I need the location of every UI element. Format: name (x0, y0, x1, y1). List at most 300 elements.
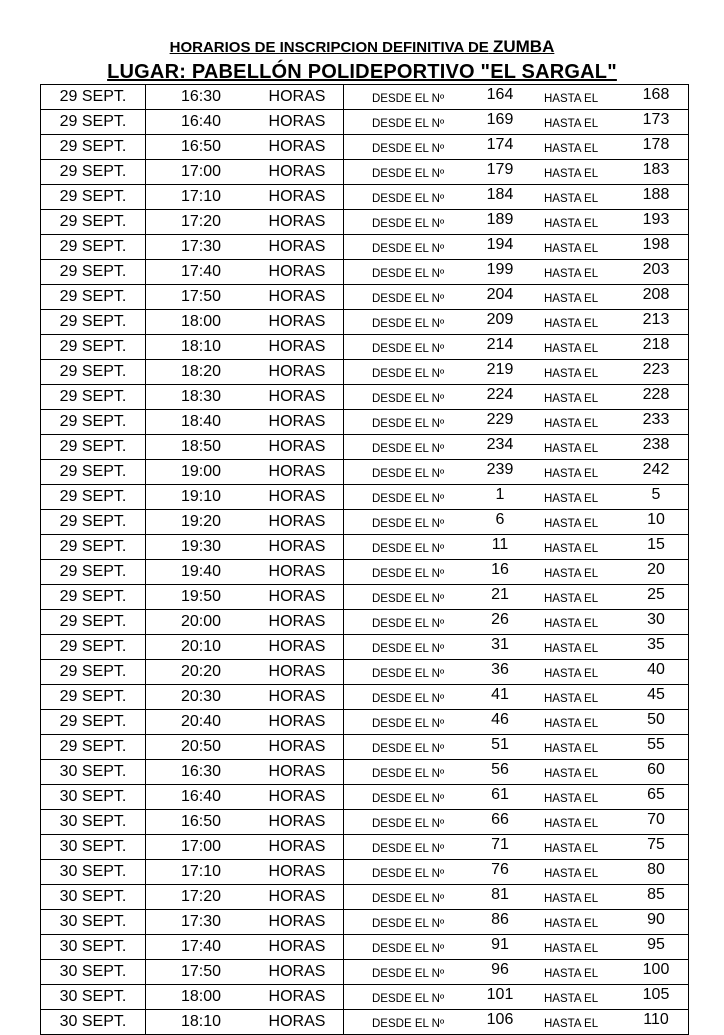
date-cell: 30 SEPT. (41, 960, 146, 985)
date-cell: 29 SEPT. (41, 460, 146, 485)
horas-label: HORAS (268, 888, 326, 905)
horas-label: HORAS (268, 413, 326, 430)
table-row (41, 435, 689, 460)
from-number: 36 (491, 661, 509, 678)
desde-label: DESDE EL Nº (372, 768, 445, 780)
table-row (41, 235, 689, 260)
desde-label: DESDE EL Nº (372, 468, 445, 480)
desde-label: DESDE EL Nº (372, 293, 445, 305)
to-number: 105 (642, 986, 670, 1003)
date-cell: 29 SEPT. (41, 560, 146, 585)
table-row (41, 685, 689, 710)
from-number: 21 (491, 586, 509, 603)
date-cell: 29 SEPT. (41, 85, 146, 110)
hasta-label: HASTA EL (544, 118, 599, 130)
time-value: 17:40 (180, 263, 222, 280)
date-cell: 30 SEPT. (41, 985, 146, 1010)
time-cell (146, 935, 344, 960)
time-value: 18:10 (180, 1013, 222, 1030)
hasta-label: HASTA EL (544, 493, 599, 505)
horas-label: HORAS (268, 763, 326, 780)
hasta-label: HASTA EL (544, 93, 599, 105)
to-number: 25 (647, 586, 665, 603)
time-cell (146, 135, 344, 160)
from-number: 214 (486, 336, 514, 353)
range-cell (344, 435, 689, 460)
to-number: 183 (642, 161, 670, 178)
horas-label: HORAS (268, 163, 326, 180)
hasta-label: HASTA EL (544, 968, 599, 980)
title-prefix: HORARIOS DE INSCRIPCION DEFINITIVA DE (169, 39, 489, 56)
table-row (41, 660, 689, 685)
table-row (41, 910, 689, 935)
table-row (41, 860, 689, 885)
range-cell (344, 235, 689, 260)
from-number: 229 (486, 411, 514, 428)
to-number: 40 (647, 661, 665, 678)
horas-label: HORAS (268, 788, 326, 805)
time-value: 16:30 (180, 88, 222, 105)
horas-label: HORAS (268, 188, 326, 205)
range-cell (344, 460, 689, 485)
range-cell (344, 660, 689, 685)
desde-label: DESDE EL Nº (372, 718, 445, 730)
hasta-label: HASTA EL (544, 793, 599, 805)
hasta-label: HASTA EL (544, 543, 599, 555)
hasta-label: HASTA EL (544, 868, 599, 880)
time-value: 20:10 (180, 638, 222, 655)
to-number: 178 (642, 136, 670, 153)
to-number: 100 (642, 961, 670, 978)
date-cell: 30 SEPT. (41, 1010, 146, 1035)
horas-label: HORAS (268, 1013, 326, 1030)
range-cell (344, 210, 689, 235)
range-cell (344, 785, 689, 810)
date-cell: 29 SEPT. (41, 585, 146, 610)
date-cell: 30 SEPT. (41, 785, 146, 810)
from-number: 184 (486, 186, 514, 203)
to-number: 50 (647, 711, 665, 728)
time-value: 19:50 (180, 588, 222, 605)
from-number: 174 (486, 136, 514, 153)
date-cell: 29 SEPT. (41, 385, 146, 410)
to-number: 45 (647, 686, 665, 703)
hasta-label: HASTA EL (544, 368, 599, 380)
table-row (41, 985, 689, 1010)
to-number: 10 (647, 511, 665, 528)
time-value: 18:00 (180, 988, 222, 1005)
range-cell (344, 335, 689, 360)
to-number: 213 (642, 311, 670, 328)
hasta-label: HASTA EL (544, 768, 599, 780)
from-number: 91 (491, 936, 509, 953)
horas-label: HORAS (268, 313, 326, 330)
date-cell: 29 SEPT. (41, 635, 146, 660)
to-number: 75 (647, 836, 665, 853)
table-row (41, 485, 689, 510)
from-number: 16 (491, 561, 509, 578)
time-value: 17:30 (180, 238, 222, 255)
desde-label: DESDE EL Nº (372, 168, 445, 180)
horas-label: HORAS (268, 838, 326, 855)
from-number: 76 (491, 861, 509, 878)
time-cell (146, 860, 344, 885)
time-cell (146, 710, 344, 735)
desde-label: DESDE EL Nº (372, 143, 445, 155)
range-cell (344, 985, 689, 1010)
table-row (41, 760, 689, 785)
desde-label: DESDE EL Nº (372, 793, 445, 805)
time-cell (146, 335, 344, 360)
time-cell (146, 110, 344, 135)
schedule-body (41, 85, 689, 1035)
desde-label: DESDE EL Nº (372, 243, 445, 255)
hasta-label: HASTA EL (544, 618, 599, 630)
range-cell (344, 760, 689, 785)
table-row (41, 360, 689, 385)
range-cell (344, 735, 689, 760)
date-cell: 29 SEPT. (41, 685, 146, 710)
horas-label: HORAS (268, 488, 326, 505)
from-number: 41 (491, 686, 509, 703)
table-row (41, 135, 689, 160)
time-value: 20:30 (180, 688, 222, 705)
time-value: 19:40 (180, 563, 222, 580)
from-number: 66 (491, 811, 509, 828)
from-number: 189 (486, 211, 514, 228)
date-cell: 30 SEPT. (41, 885, 146, 910)
horas-label: HORAS (268, 88, 326, 105)
time-cell (146, 410, 344, 435)
date-cell: 29 SEPT. (41, 735, 146, 760)
table-row (41, 385, 689, 410)
range-cell (344, 535, 689, 560)
time-value: 17:00 (180, 838, 222, 855)
time-cell (146, 435, 344, 460)
time-value: 18:20 (180, 363, 222, 380)
hasta-label: HASTA EL (544, 943, 599, 955)
desde-label: DESDE EL Nº (372, 943, 445, 955)
date-cell: 30 SEPT. (41, 835, 146, 860)
time-value: 18:00 (180, 313, 222, 330)
to-number: 203 (642, 261, 670, 278)
hasta-label: HASTA EL (544, 168, 599, 180)
range-cell (344, 910, 689, 935)
date-cell: 29 SEPT. (41, 360, 146, 385)
hasta-label: HASTA EL (544, 318, 599, 330)
table-row (41, 635, 689, 660)
table-row (41, 710, 689, 735)
to-number: 65 (647, 786, 665, 803)
time-cell (146, 810, 344, 835)
table-row (41, 85, 689, 110)
horas-label: HORAS (268, 238, 326, 255)
date-cell: 29 SEPT. (41, 285, 146, 310)
horas-label: HORAS (268, 663, 326, 680)
table-row (41, 160, 689, 185)
range-cell (344, 935, 689, 960)
time-value: 16:50 (180, 813, 222, 830)
time-value: 18:10 (180, 338, 222, 355)
horas-label: HORAS (268, 363, 326, 380)
date-cell: 29 SEPT. (41, 335, 146, 360)
range-cell (344, 685, 689, 710)
desde-label: DESDE EL Nº (372, 843, 445, 855)
to-number: 233 (642, 411, 670, 428)
time-value: 16:50 (180, 138, 222, 155)
time-value: 20:40 (180, 713, 222, 730)
from-number: 199 (486, 261, 514, 278)
table-row (41, 310, 689, 335)
table-row (41, 1010, 689, 1035)
date-cell: 29 SEPT. (41, 535, 146, 560)
time-cell (146, 610, 344, 635)
time-value: 19:30 (180, 538, 222, 555)
desde-label: DESDE EL Nº (372, 318, 445, 330)
to-number: 223 (642, 361, 670, 378)
range-cell (344, 135, 689, 160)
horas-label: HORAS (268, 263, 326, 280)
horas-label: HORAS (268, 138, 326, 155)
time-value: 18:40 (180, 413, 222, 430)
horas-label: HORAS (268, 938, 326, 955)
time-cell (146, 285, 344, 310)
hasta-label: HASTA EL (544, 918, 599, 930)
table-row (41, 285, 689, 310)
table-row (41, 810, 689, 835)
to-number: 188 (642, 186, 670, 203)
time-cell (146, 660, 344, 685)
time-value: 16:30 (180, 763, 222, 780)
date-cell: 30 SEPT. (41, 810, 146, 835)
desde-label: DESDE EL Nº (372, 893, 445, 905)
hasta-label: HASTA EL (544, 893, 599, 905)
time-value: 17:40 (180, 938, 222, 955)
hasta-label: HASTA EL (544, 143, 599, 155)
hasta-label: HASTA EL (544, 993, 599, 1005)
from-number: 1 (495, 486, 505, 503)
desde-label: DESDE EL Nº (372, 643, 445, 655)
time-value: 17:30 (180, 913, 222, 930)
desde-label: DESDE EL Nº (372, 193, 445, 205)
date-cell: 29 SEPT. (41, 235, 146, 260)
from-number: 239 (486, 461, 514, 478)
horas-label: HORAS (268, 913, 326, 930)
time-cell (146, 735, 344, 760)
to-number: 242 (642, 461, 670, 478)
range-cell (344, 960, 689, 985)
range-cell (344, 285, 689, 310)
table-row (41, 960, 689, 985)
from-number: 204 (486, 286, 514, 303)
horas-label: HORAS (268, 113, 326, 130)
hasta-label: HASTA EL (544, 643, 599, 655)
hasta-label: HASTA EL (544, 743, 599, 755)
desde-label: DESDE EL Nº (372, 868, 445, 880)
from-number: 26 (491, 611, 509, 628)
horas-label: HORAS (268, 463, 326, 480)
desde-label: DESDE EL Nº (372, 118, 445, 130)
from-number: 209 (486, 311, 514, 328)
time-value: 17:20 (180, 888, 222, 905)
range-cell (344, 410, 689, 435)
time-cell (146, 485, 344, 510)
table-row (41, 210, 689, 235)
horas-label: HORAS (268, 613, 326, 630)
to-number: 35 (647, 636, 665, 653)
range-cell (344, 560, 689, 585)
to-number: 85 (647, 886, 665, 903)
time-cell (146, 535, 344, 560)
to-number: 60 (647, 761, 665, 778)
to-number: 193 (642, 211, 670, 228)
hasta-label: HASTA EL (544, 593, 599, 605)
from-number: 61 (491, 786, 509, 803)
table-row (41, 335, 689, 360)
to-number: 20 (647, 561, 665, 578)
desde-label: DESDE EL Nº (372, 993, 445, 1005)
time-cell (146, 760, 344, 785)
horas-label: HORAS (268, 813, 326, 830)
table-row (41, 610, 689, 635)
desde-label: DESDE EL Nº (372, 543, 445, 555)
horas-label: HORAS (268, 213, 326, 230)
date-cell: 29 SEPT. (41, 410, 146, 435)
hasta-label: HASTA EL (544, 418, 599, 430)
horas-label: HORAS (268, 713, 326, 730)
desde-label: DESDE EL Nº (372, 368, 445, 380)
to-number: 5 (651, 486, 661, 503)
desde-label: DESDE EL Nº (372, 518, 445, 530)
to-number: 238 (642, 436, 670, 453)
from-number: 169 (486, 111, 514, 128)
range-cell (344, 610, 689, 635)
document-title (0, 38, 724, 57)
date-cell: 29 SEPT. (41, 310, 146, 335)
horas-label: HORAS (268, 588, 326, 605)
time-cell (146, 960, 344, 985)
hasta-label: HASTA EL (544, 268, 599, 280)
date-cell: 29 SEPT. (41, 110, 146, 135)
table-row (41, 835, 689, 860)
desde-label: DESDE EL Nº (372, 1018, 445, 1030)
to-number: 70 (647, 811, 665, 828)
from-number: 219 (486, 361, 514, 378)
time-value: 17:20 (180, 213, 222, 230)
to-number: 110 (643, 1011, 669, 1028)
table-row (41, 185, 689, 210)
time-value: 20:50 (180, 738, 222, 755)
time-cell (146, 1010, 344, 1035)
horas-label: HORAS (268, 563, 326, 580)
from-number: 11 (491, 536, 509, 553)
range-cell (344, 185, 689, 210)
horas-label: HORAS (268, 638, 326, 655)
range-cell (344, 260, 689, 285)
desde-label: DESDE EL Nº (372, 418, 445, 430)
range-cell (344, 710, 689, 735)
hasta-label: HASTA EL (544, 693, 599, 705)
hasta-label: HASTA EL (544, 243, 599, 255)
from-number: 101 (486, 986, 514, 1003)
desde-label: DESDE EL Nº (372, 343, 445, 355)
range-cell (344, 810, 689, 835)
time-cell (146, 685, 344, 710)
from-number: 71 (491, 836, 509, 853)
hasta-label: HASTA EL (544, 518, 599, 530)
from-number: 234 (486, 436, 514, 453)
range-cell (344, 85, 689, 110)
time-value: 20:00 (180, 613, 222, 630)
desde-label: DESDE EL Nº (372, 593, 445, 605)
table-row (41, 885, 689, 910)
to-number: 218 (642, 336, 670, 353)
time-cell (146, 885, 344, 910)
from-number: 31 (491, 636, 509, 653)
time-cell (146, 235, 344, 260)
desde-label: DESDE EL Nº (372, 618, 445, 630)
hasta-label: HASTA EL (544, 568, 599, 580)
range-cell (344, 360, 689, 385)
time-cell (146, 360, 344, 385)
horas-label: HORAS (268, 688, 326, 705)
time-cell (146, 910, 344, 935)
date-cell: 29 SEPT. (41, 135, 146, 160)
to-number: 80 (647, 861, 665, 878)
date-cell: 30 SEPT. (41, 935, 146, 960)
to-number: 90 (647, 911, 665, 928)
from-number: 51 (491, 736, 509, 753)
table-row (41, 585, 689, 610)
hasta-label: HASTA EL (544, 343, 599, 355)
range-cell (344, 510, 689, 535)
time-cell (146, 585, 344, 610)
to-number: 228 (642, 386, 670, 403)
time-cell (146, 210, 344, 235)
time-cell (146, 785, 344, 810)
time-cell (146, 310, 344, 335)
date-cell: 30 SEPT. (41, 910, 146, 935)
table-row (41, 510, 689, 535)
range-cell (344, 885, 689, 910)
from-number: 81 (491, 886, 509, 903)
desde-label: DESDE EL Nº (372, 443, 445, 455)
desde-label: DESDE EL Nº (372, 668, 445, 680)
horas-label: HORAS (268, 513, 326, 530)
to-number: 15 (647, 536, 665, 553)
to-number: 168 (642, 86, 670, 103)
hasta-label: HASTA EL (544, 1018, 599, 1030)
time-cell (146, 510, 344, 535)
hasta-label: HASTA EL (544, 393, 599, 405)
date-cell: 30 SEPT. (41, 860, 146, 885)
horas-label: HORAS (268, 963, 326, 980)
table-row (41, 735, 689, 760)
schedule-table (40, 84, 689, 1035)
date-cell: 29 SEPT. (41, 660, 146, 685)
title-activity: ZUMBA (492, 37, 555, 56)
range-cell (344, 585, 689, 610)
range-cell (344, 485, 689, 510)
time-value: 16:40 (180, 113, 222, 130)
time-value: 17:10 (180, 863, 222, 880)
time-value: 17:10 (180, 188, 222, 205)
hasta-label: HASTA EL (544, 668, 599, 680)
table-row (41, 410, 689, 435)
time-cell (146, 385, 344, 410)
date-cell: 29 SEPT. (41, 710, 146, 735)
from-number: 56 (491, 761, 509, 778)
